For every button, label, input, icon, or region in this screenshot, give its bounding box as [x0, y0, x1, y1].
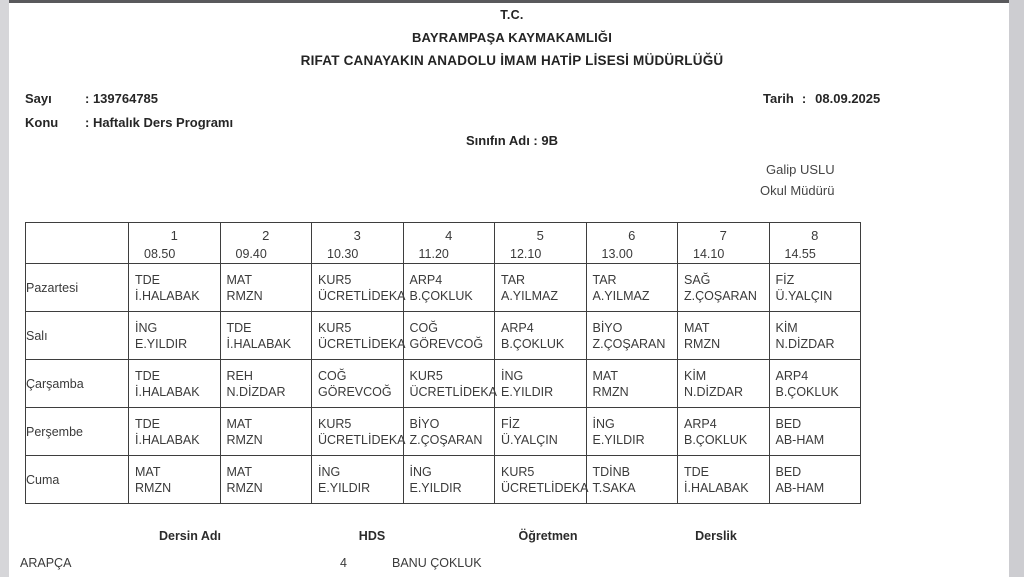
- course-hds: 4: [340, 556, 347, 570]
- letterhead-tc: T.C.: [500, 8, 524, 22]
- sayi-value: : 139764785: [85, 91, 159, 106]
- lesson-subject: KİM: [775, 320, 798, 335]
- lesson-teacher: E.YILDIR: [318, 480, 371, 495]
- lesson-subject: ARP4: [409, 272, 443, 287]
- lesson-teacher: E.YILDIR: [409, 480, 462, 495]
- course-name: ARAPÇA: [20, 556, 72, 570]
- lesson-teacher: Z.ÇOŞARAN: [592, 336, 666, 351]
- lesson-subject: İNG: [409, 464, 432, 479]
- lesson-subject: KUR5: [318, 416, 352, 431]
- period-time: 08.50: [144, 247, 176, 261]
- period-number: 4: [445, 228, 453, 243]
- lesson-subject: MAT: [226, 464, 252, 479]
- lesson-subject: MAT: [135, 464, 161, 479]
- lesson-teacher: RMZN: [226, 288, 263, 303]
- lesson-teacher: İ.HALABAK: [135, 384, 200, 399]
- lesson-subject: COĞ: [318, 368, 347, 383]
- day-label: Çarşamba: [26, 360, 129, 408]
- lesson-subject: BİYO: [409, 416, 440, 431]
- photo-edge-top: [6, 0, 1014, 3]
- period-number: 3: [353, 228, 361, 243]
- lesson-teacher: B.ÇOKLUK: [409, 288, 473, 303]
- lesson-subject: ARP4: [501, 320, 534, 335]
- lesson-teacher: N.DİZDAR: [775, 336, 835, 351]
- lesson-teacher: AB-HAM: [775, 480, 825, 495]
- period-time: 12.10: [510, 247, 542, 261]
- date-label: Tarih: [763, 91, 794, 106]
- principal-title: Okul Müdürü: [760, 183, 835, 198]
- lesson-subject: COĞ: [409, 320, 438, 335]
- lesson-teacher: T.SAKA: [592, 480, 636, 495]
- lesson-teacher: ÜCRETLİDEKA: [501, 480, 589, 495]
- lesson-teacher: ÜCRETLİDEKA: [318, 432, 406, 447]
- day-label: Cuma: [26, 456, 129, 504]
- lesson-teacher: İ.HALABAK: [135, 288, 200, 303]
- course-teacher: BANU ÇOKLUK: [392, 556, 482, 570]
- lesson-subject: TDE: [135, 368, 160, 383]
- letterhead-district: BAYRAMPAŞA KAYMAKAMLIĞI: [411, 30, 613, 45]
- lesson-teacher: RMZN: [592, 384, 629, 399]
- period-number: 8: [811, 228, 819, 243]
- lesson-subject: KUR5: [318, 320, 352, 335]
- day-label: Pazartesi: [26, 264, 129, 312]
- period-time: 09.40: [235, 247, 267, 261]
- lesson-teacher: Ü.YALÇIN: [775, 288, 833, 303]
- lesson-subject: KİM: [684, 368, 707, 383]
- lesson-teacher: B.ÇOKLUK: [775, 384, 839, 399]
- lesson-subject: BİYO: [592, 320, 623, 335]
- lesson-subject: KUR5: [409, 368, 443, 383]
- lesson-teacher: Z.ÇOŞARAN: [684, 288, 757, 303]
- lesson-subject: ARP4: [775, 368, 809, 383]
- lesson-teacher: İ.HALABAK: [135, 432, 200, 447]
- period-time: 14.10: [693, 247, 725, 261]
- lesson-subject: İNG: [135, 320, 158, 335]
- lesson-teacher: RMZN: [135, 480, 172, 495]
- lesson-teacher: E.YILDIR: [501, 384, 554, 399]
- lesson-teacher: N.DİZDAR: [684, 384, 744, 399]
- lesson-subject: BED: [775, 416, 802, 431]
- principal-name: Galip USLU: [766, 162, 835, 177]
- period-time: 14.55: [784, 247, 816, 261]
- lesson-subject: MAT: [226, 416, 252, 431]
- period-number: 7: [719, 228, 727, 243]
- period-time: 10.30: [327, 247, 359, 261]
- date-separator: :: [801, 91, 807, 106]
- konu-label: Konu: [25, 115, 59, 130]
- lesson-teacher: Z.ÇOŞARAN: [409, 432, 483, 447]
- lesson-teacher: AB-HAM: [775, 432, 825, 447]
- course-list-header-name: Dersin Adı: [158, 529, 222, 543]
- lesson-teacher: GÖREVCOĞ: [318, 384, 392, 399]
- lesson-subject: İNG: [318, 464, 341, 479]
- lesson-subject: BED: [775, 464, 802, 479]
- lesson-teacher: RMZN: [684, 336, 721, 351]
- letterhead-school: RIFAT CANAYAKIN ANADOLU İMAM HATİP LİSESİ MÜDÜRLÜĞÜ: [300, 53, 724, 68]
- course-list-header-room: Derslik: [695, 529, 737, 543]
- lesson-teacher: İ.HALABAK: [684, 480, 749, 495]
- lesson-teacher: RMZN: [226, 432, 263, 447]
- day-label: Perşembe: [26, 408, 129, 456]
- lesson-subject: ARP4: [684, 416, 717, 431]
- lesson-subject: TDE: [135, 416, 160, 431]
- lesson-subject: FİZ: [775, 272, 795, 287]
- period-time: 13.00: [601, 247, 633, 261]
- lesson-subject: MAT: [592, 368, 618, 383]
- lesson-teacher: Ü.YALÇIN: [501, 432, 558, 447]
- lesson-teacher: RMZN: [226, 480, 263, 495]
- lesson-subject: KUR5: [318, 272, 352, 287]
- period-number: 5: [536, 228, 544, 243]
- lesson-teacher: N.DİZDAR: [226, 384, 286, 399]
- lesson-subject: TAR: [501, 272, 526, 287]
- photo-edge-left: [0, 0, 9, 577]
- lesson-subject: İNG: [501, 368, 524, 383]
- class-name-title: Sınıfın Adı : 9B: [466, 133, 558, 148]
- sayi-label: Sayı: [25, 91, 52, 106]
- day-label: Salı: [26, 312, 129, 360]
- lesson-teacher: B.ÇOKLUK: [501, 336, 565, 351]
- lesson-teacher: E.YILDIR: [135, 336, 188, 351]
- lesson-subject: REH: [226, 368, 253, 383]
- lesson-subject: TDE: [226, 320, 252, 335]
- lesson-teacher: B.ÇOKLUK: [684, 432, 748, 447]
- lesson-subject: FİZ: [501, 416, 520, 431]
- lesson-teacher: ÜCRETLİDEKA: [318, 288, 406, 303]
- date-value: 08.09.2025: [815, 91, 881, 106]
- lesson-subject: MAT: [684, 320, 710, 335]
- lesson-subject: İNG: [592, 416, 615, 431]
- lesson-subject: MAT: [226, 272, 252, 287]
- period-number: 1: [170, 228, 178, 243]
- lesson-teacher: E.YILDIR: [592, 432, 645, 447]
- lesson-subject: KUR5: [501, 464, 535, 479]
- photo-edge-right: [1009, 0, 1024, 577]
- course-list-header-hds: HDS: [358, 529, 386, 543]
- lesson-teacher: GÖREVCOĞ: [409, 336, 484, 351]
- lesson-teacher: A.YILMAZ: [501, 288, 558, 303]
- lesson-subject: SAĞ: [684, 272, 711, 287]
- lesson-subject: TDİNB: [592, 464, 630, 479]
- konu-value: : Haftalık Ders Programı: [85, 115, 234, 130]
- lesson-teacher: A.YILMAZ: [592, 288, 650, 303]
- period-number: 6: [628, 228, 636, 243]
- lesson-subject: TDE: [684, 464, 709, 479]
- lesson-subject: TDE: [135, 272, 160, 287]
- period-time: 11.20: [418, 247, 449, 261]
- period-number: 2: [262, 228, 270, 243]
- lesson-subject: TAR: [592, 272, 617, 287]
- course-list-header-teacher: Öğretmen: [518, 529, 578, 543]
- lesson-teacher: ÜCRETLİDEKA: [318, 336, 406, 351]
- lesson-teacher: İ.HALABAK: [226, 336, 292, 351]
- lesson-teacher: ÜCRETLİDEKA: [409, 384, 498, 399]
